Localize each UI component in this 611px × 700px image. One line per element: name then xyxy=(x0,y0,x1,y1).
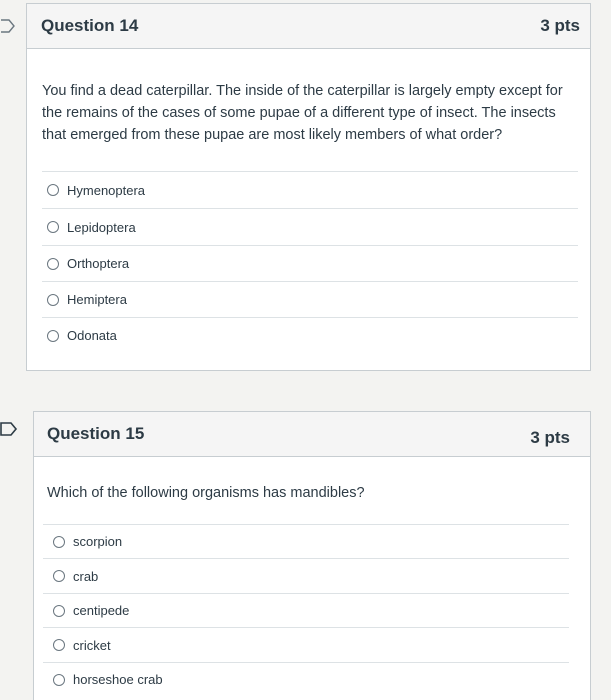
question-flag-icon[interactable] xyxy=(0,19,16,33)
answer-option[interactable] xyxy=(43,593,569,627)
radio-button[interactable] xyxy=(47,184,59,196)
answer-list xyxy=(43,524,569,696)
radio-button[interactable] xyxy=(47,221,59,233)
question-points: 3 pts xyxy=(540,16,580,35)
question-text: You find a dead caterpillar. The inside of the caterpillar is largely empty except for the remains of the cases of some pupae of a different type of insect. The insects that emerged from these pupae are most likely members of what order? xyxy=(42,83,563,143)
radio-button[interactable] xyxy=(47,258,59,270)
radio-button[interactable] xyxy=(53,570,65,582)
answer-option[interactable] xyxy=(43,662,569,696)
question-15 xyxy=(33,411,591,700)
answer-label: Hemiptera xyxy=(67,292,127,307)
answer-label: horseshoe crab xyxy=(73,672,163,687)
radio-button[interactable] xyxy=(53,674,65,686)
answer-label: scorpion xyxy=(73,534,123,549)
radio-button[interactable] xyxy=(53,605,65,617)
answer-option[interactable] xyxy=(42,281,578,317)
answer-label: Hymenoptera xyxy=(67,182,146,198)
answer-option[interactable] xyxy=(43,558,569,593)
answer-label: Orthoptera xyxy=(67,256,130,271)
answer-option[interactable] xyxy=(42,317,578,353)
answer-option[interactable] xyxy=(43,627,569,662)
answer-label: crab xyxy=(73,568,99,584)
radio-button[interactable] xyxy=(53,536,65,548)
question-text: Which of the following organisms has mandibles? xyxy=(47,485,365,501)
question-title: Question 14 xyxy=(41,16,139,35)
answer-label: Odonata xyxy=(67,328,117,343)
answer-option[interactable] xyxy=(43,524,569,558)
question-flag-icon[interactable] xyxy=(0,422,16,436)
radio-button[interactable] xyxy=(47,294,59,306)
radio-button[interactable] xyxy=(53,639,65,651)
answer-label: Lepidoptera xyxy=(67,219,136,235)
answer-list xyxy=(42,171,578,353)
answer-label: centipede xyxy=(73,603,130,618)
answer-option[interactable] xyxy=(42,171,578,208)
answer-option[interactable] xyxy=(42,208,578,245)
question-title: Question 15 xyxy=(47,424,145,443)
question-points: 3 pts xyxy=(530,428,570,447)
radio-button[interactable] xyxy=(47,330,59,342)
answer-option[interactable] xyxy=(42,245,578,281)
answer-label: cricket xyxy=(73,637,111,653)
question-header xyxy=(34,412,590,457)
question-14 xyxy=(26,3,591,371)
question-header xyxy=(27,4,590,49)
